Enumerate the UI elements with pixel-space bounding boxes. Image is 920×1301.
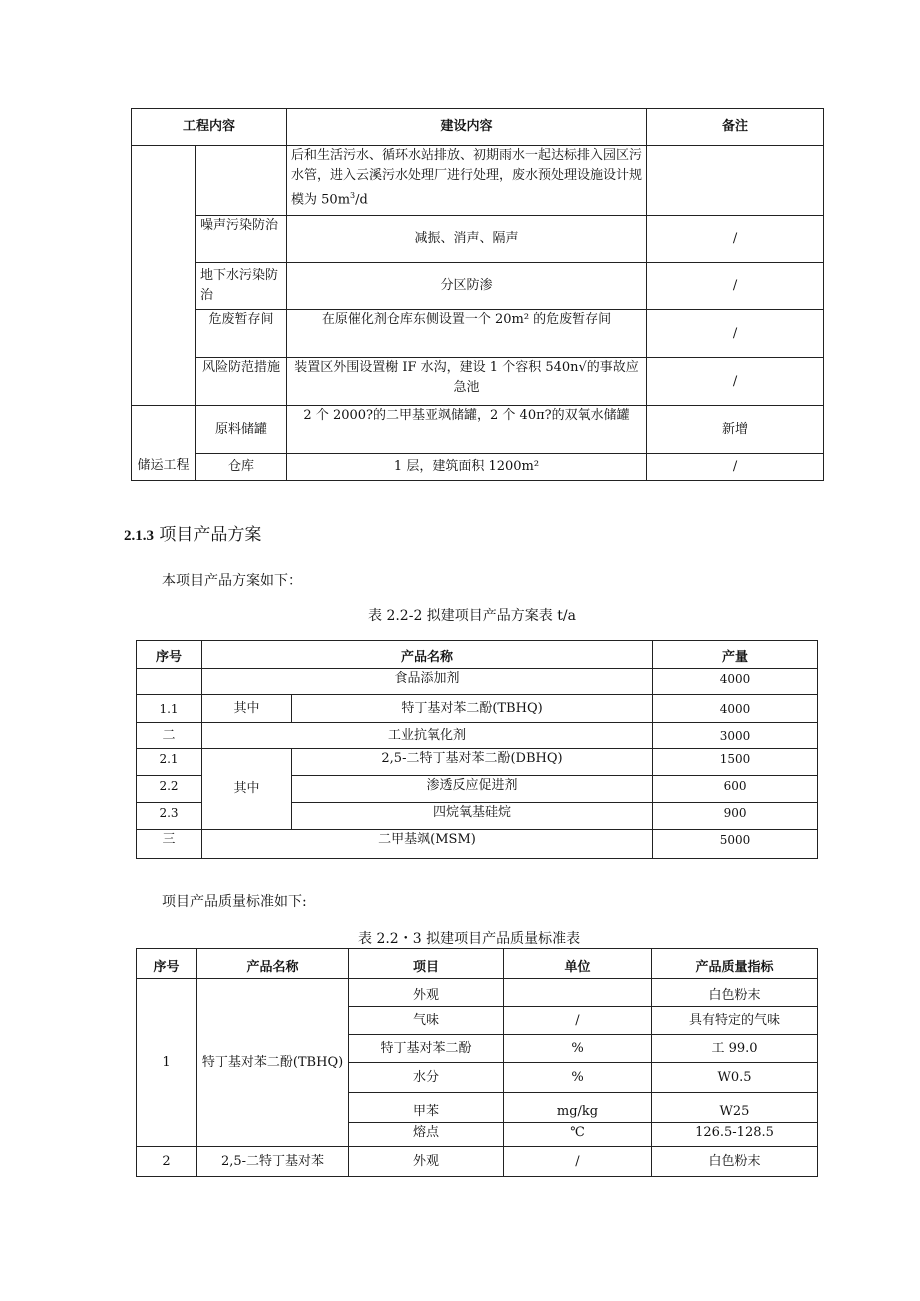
row-content: 1 层，建筑面积 1200m² — [287, 454, 647, 481]
row-content: 在原催化剂仓库东侧设置一个 20m² 的危废暂存间 — [287, 310, 647, 358]
row-content: 减振、消声、隔声 — [287, 216, 647, 263]
row-unit: mg/kg — [504, 1093, 652, 1123]
row-name: 2,5-二特丁基对苯二酚(DBHQ) — [292, 749, 653, 776]
row-unit: / — [504, 1147, 652, 1177]
header-product-name: 产品名称 — [202, 641, 653, 669]
section-number: 2.1.3 — [124, 528, 154, 544]
table3-caption: 表 2.2・3 拟建项目产品质量标准表 — [358, 931, 581, 947]
row-spec: W25 — [652, 1093, 818, 1123]
row-qty: 3000 — [653, 723, 818, 749]
row-no: 2.2 — [137, 776, 202, 803]
category-storage: 储运工程 — [132, 406, 196, 481]
row-item: 风险防范措施 — [196, 358, 287, 406]
row-qty: 900 — [653, 803, 818, 830]
row-name: 渗透反应促进剂 — [292, 776, 653, 803]
row-spec: 具有特定的气味 — [652, 1007, 818, 1035]
category-cell-empty — [132, 146, 196, 406]
header-product-name: 产品名称 — [197, 949, 349, 979]
header-project-content: 工程内容 — [132, 109, 287, 146]
product1-no: 1 — [137, 979, 197, 1147]
row-group: 其中 — [202, 749, 292, 830]
header-no: 序号 — [137, 949, 197, 979]
quality-standard-table — [136, 948, 818, 1177]
row-item: 特丁基对苯二酚 — [349, 1035, 504, 1063]
intro-paragraph: 本项目产品方案如下： — [162, 573, 302, 589]
product-plan-table — [136, 640, 818, 859]
row-note: / — [647, 216, 824, 263]
row-content: 2 个 2000?的二甲基亚飒储罐，2 个 40π?的双氧水储罐 — [287, 406, 647, 454]
section-heading — [124, 520, 261, 545]
row-note: / — [647, 358, 824, 406]
product2-no: 2 — [137, 1147, 197, 1177]
header-quantity: 产量 — [653, 641, 818, 669]
product1-name: 特丁基对苯二酚(TBHQ) — [197, 979, 349, 1147]
row-no: 1.1 — [137, 695, 202, 723]
row-unit: % — [504, 1063, 652, 1093]
row-item: 危废暂存间 — [196, 310, 287, 358]
row-unit: ℃ — [504, 1123, 652, 1147]
row-item: 原料储罐 — [196, 406, 287, 454]
row-item: 气味 — [349, 1007, 504, 1035]
row-content: 装置区外围设置榭 IF 水沟，建设 1 个容积 540n√的事故应急池 — [287, 358, 647, 406]
row-unit — [504, 979, 652, 1007]
row-name: 特丁基对苯二酚(TBHQ) — [292, 695, 653, 723]
item-cell-empty — [196, 146, 287, 216]
header-unit: 单位 — [504, 949, 652, 979]
row-spec: 白色粉末 — [652, 1147, 818, 1177]
row-unit: % — [504, 1035, 652, 1063]
row-name: 二甲基飒(MSM) — [202, 830, 653, 859]
row-qty: 600 — [653, 776, 818, 803]
row-name: 四烷氧基硅烷 — [292, 803, 653, 830]
row-item: 甲苯 — [349, 1093, 504, 1123]
row-unit: / — [504, 1007, 652, 1035]
row-spec: W0.5 — [652, 1063, 818, 1093]
row-note: 新增 — [647, 406, 824, 454]
row-spec: 白色粉末 — [652, 979, 818, 1007]
wastewater-note — [647, 146, 824, 216]
header-no: 序号 — [137, 641, 202, 669]
header-construction-content: 建设内容 — [287, 109, 647, 146]
row-note: / — [647, 263, 824, 310]
row-qty: 4000 — [653, 669, 818, 695]
row-qty: 5000 — [653, 830, 818, 859]
row-item: 仓库 — [196, 454, 287, 481]
row-note: / — [647, 310, 824, 358]
row-item: 地下水污染防治 — [196, 263, 287, 310]
row-item: 噪声污染防治 — [196, 216, 287, 263]
table2-caption: 表 2.2-2 拟建项目产品方案表 t/a — [368, 608, 576, 624]
header-remarks: 备注 — [647, 109, 824, 146]
product2-name: 2,5-二特丁基对苯 — [197, 1147, 349, 1177]
row-no: 三 — [137, 830, 202, 859]
row-note: / — [647, 454, 824, 481]
row-item: 熔点 — [349, 1123, 504, 1147]
row-no: 2.1 — [137, 749, 202, 776]
row-item: 外观 — [349, 979, 504, 1007]
construction-table — [131, 108, 824, 481]
section-title: 项目产品方案 — [159, 525, 262, 545]
row-no: 2.3 — [137, 803, 202, 830]
wastewater-content: 后和生活污水、循环水站排放、初期雨水一起达标排入园区污水管，进入云溪污水处理厂进行处理，废水预处理设施设计规模为 $50m^3/d$ — [287, 146, 647, 216]
row-item: 水分 — [349, 1063, 504, 1093]
row-group: 其中 — [202, 695, 292, 723]
row-name: 工业抗氧化剂 — [202, 723, 653, 749]
row-content: 分区防渗 — [287, 263, 647, 310]
row-qty: 1500 — [653, 749, 818, 776]
row-no: 二 — [137, 723, 202, 749]
quality-intro: 项目产品质量标准如下: — [162, 894, 307, 910]
row-spec: 工 99.0 — [652, 1035, 818, 1063]
row-no — [137, 669, 202, 695]
header-spec: 产品质量指标 — [652, 949, 818, 979]
row-item: 外观 — [349, 1147, 504, 1177]
header-item: 项目 — [349, 949, 504, 979]
row-qty: 4000 — [653, 695, 818, 723]
row-spec: 126.5-128.5 — [652, 1123, 818, 1147]
row-name: 食品添加剂 — [202, 669, 653, 695]
